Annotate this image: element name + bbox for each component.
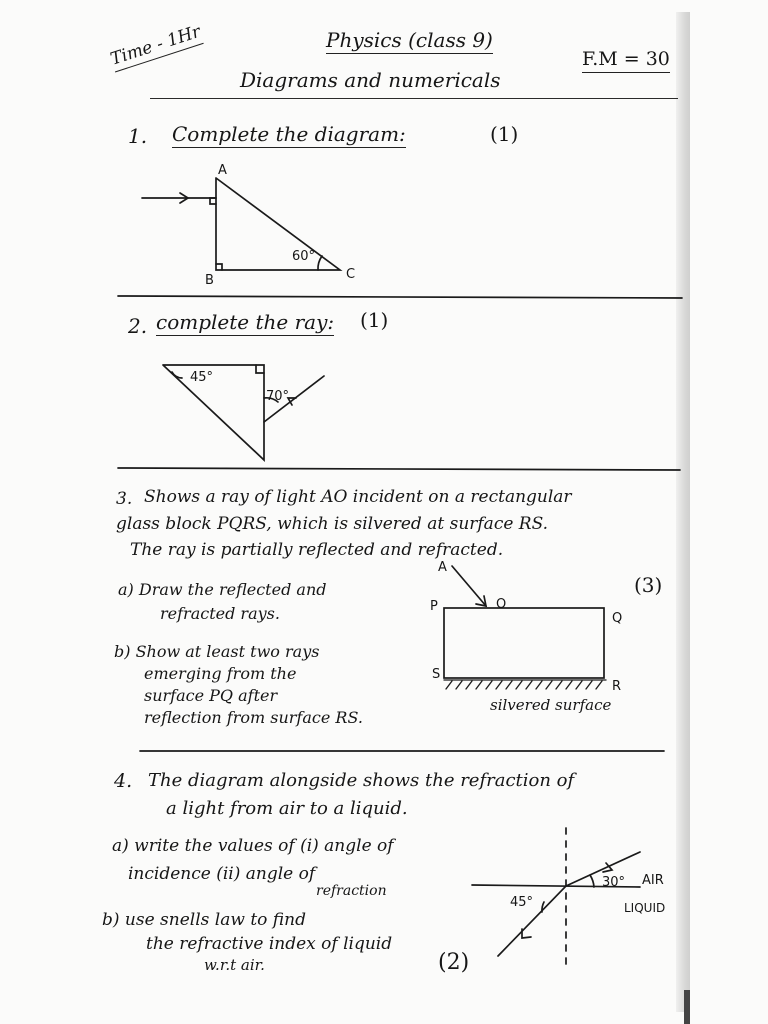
q4-part-a-line-3: refraction — [316, 883, 387, 899]
q4-part-a-line-1: a) write the values of (i) angle of — [112, 836, 394, 856]
q3-line-1: Shows a ray of light AO incident on a rectangular — [144, 487, 572, 507]
q2-text: complete the ray: — [156, 310, 335, 334]
q4-liquid-label: LIQUID — [624, 901, 666, 915]
q3-label-a: A — [438, 560, 447, 575]
q3-label-q: Q — [612, 611, 623, 626]
q4-part-b-line-2: the refractive index of liquid — [146, 934, 393, 954]
q4-part-b-line-1: b) use snells law to find — [102, 910, 306, 930]
q3-part-a-line-1: a) Draw the reflected and — [118, 580, 327, 599]
q1-prism — [210, 178, 340, 270]
q3-label-r: R — [612, 679, 622, 694]
q1-divider — [118, 296, 682, 298]
q3-number: 3. — [116, 489, 133, 509]
q3-line-3: The ray is partially reflected and refracted. — [130, 540, 504, 560]
q4-line-1: The diagram alongside shows the refraction of — [148, 770, 575, 791]
q3-line-2: glass block PQRS, which is silvered at surface RS. — [116, 514, 549, 534]
full-marks: F.M = 30 — [582, 50, 670, 73]
q3-part-b-line-4: reflection from surface RS. — [144, 708, 363, 727]
q1-label-c: C — [346, 267, 356, 282]
q3-part-a-line-2: refracted rays. — [160, 604, 280, 623]
q4-line-2: a light from air to a liquid. — [166, 798, 408, 819]
q2-number: 2. — [128, 314, 148, 338]
q3-silvered-surface-label: silvered surface — [490, 696, 612, 714]
q1-angle-label: 60° — [292, 249, 316, 264]
q4-number: 4. — [114, 770, 133, 792]
q2-prism — [163, 365, 264, 460]
q4-angle-30: 30° — [602, 875, 626, 890]
q3-part-b-line-1: b) Show at least two rays — [114, 642, 320, 661]
page-subtitle: Diagrams and numericals — [240, 68, 501, 92]
q3-label-s: S — [432, 667, 441, 682]
q4-air-label: AIR — [642, 873, 664, 888]
q4-marks: (2) — [438, 950, 470, 975]
q3-part-b-line-2: emerging from the — [144, 664, 297, 683]
q4-part-a-line-2: incidence (ii) angle of — [128, 864, 316, 884]
q1-marks: (1) — [490, 122, 519, 146]
q4-part-b-line-3: w.r.t air. — [204, 956, 265, 974]
q3-marks: (3) — [634, 573, 663, 597]
q1-text: Complete the diagram: — [172, 122, 406, 146]
q1-incident-ray — [142, 193, 216, 203]
q1-label-b: B — [205, 273, 214, 288]
q2-angle-45: 45° — [190, 370, 214, 385]
q3-incident-ray — [452, 566, 486, 606]
q3-part-b-line-3: surface PQ after — [144, 686, 278, 705]
q3-silvered-hatching — [444, 680, 606, 689]
q2-angle-70: 70° — [266, 389, 290, 404]
q3-label-o: O — [496, 597, 507, 612]
subject-title: Physics (class 9) — [326, 28, 493, 52]
q3-glass-block — [444, 608, 604, 678]
q3-label-p: P — [430, 599, 438, 614]
q4-angle-45: 45° — [510, 895, 534, 910]
q2-divider — [118, 468, 680, 470]
q2-marks: (1) — [360, 308, 389, 332]
q1-label-a: A — [218, 163, 227, 178]
q1-number: 1. — [128, 124, 148, 148]
time-label: Time - 1Hr — [109, 24, 204, 73]
